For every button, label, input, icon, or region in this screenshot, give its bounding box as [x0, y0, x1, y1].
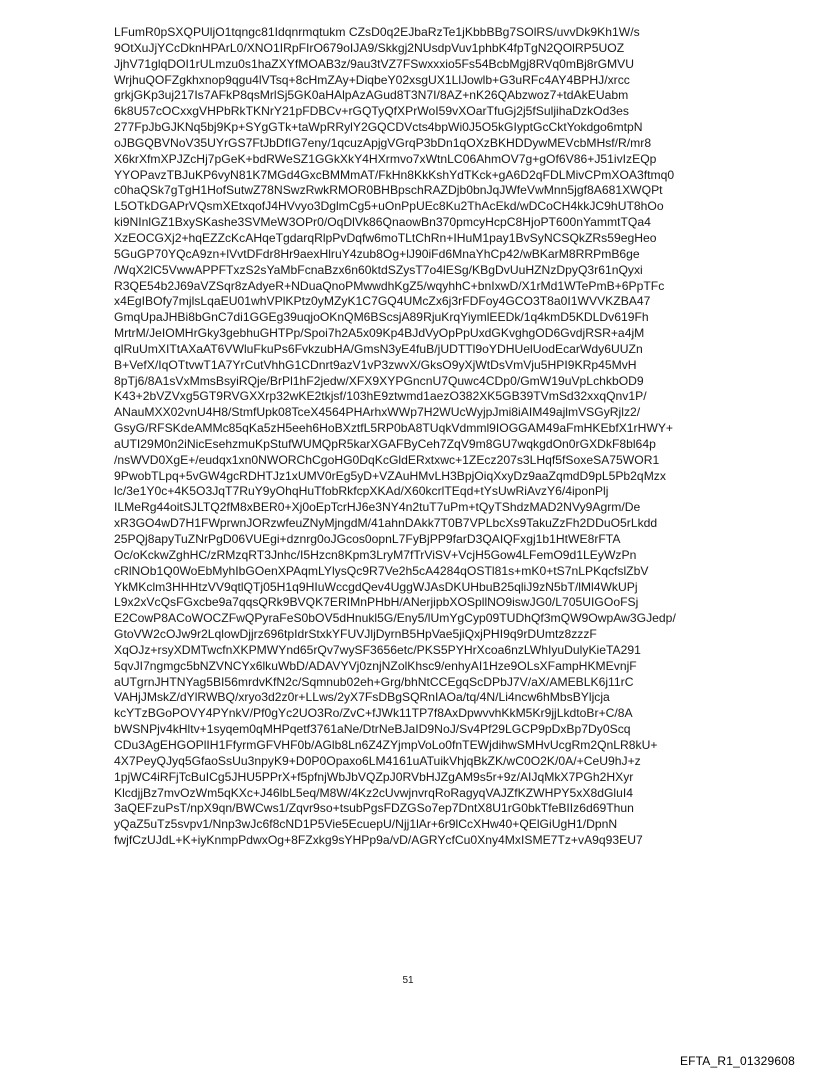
text-line: 9OtXuJjYCcDknHPArL0/XNO1IRpFIrO679oIJA9/Skkgj2NUsdpVuv1phbK4fpTgN2QOlRP5UOZ: [114, 40, 625, 55]
text-line: ILMeRg44oitSJLTQ2fM8xBER0+Xj0oEpTcrHJ6e3NY4n2tuT7uPm+tQyTShdzMAD2NVy9Agrm/De: [114, 500, 641, 515]
text-line: aUTgrnJHTNYag5BI56mrdvKfN2c/Sqmnub02eh+Grg/bhNtCCEgqScDPbJ7V/aX/AMEBLK6j11rC: [114, 674, 634, 689]
encoded-text-block: [114, 25, 714, 849]
bates-identifier: EFTA_R1_01329608: [679, 1054, 795, 1068]
page-number: 51: [402, 975, 414, 986]
text-line: x4EgIBOfy7mjlsLqaEU01whVPlKPtz0yMZyK1C7GQ4UMcZx6j3rFDFoy4GCO3T8a0I1WVVKZBA47: [114, 294, 651, 309]
text-line: GtoVW2cOJw9r2LqlowDjjrz696tpIdrStxkYFUVJljDyrnB5HpVae5jiQxjPHI9q9rDUmtz8zzzF: [114, 627, 597, 642]
text-line: 9PwobTLpq+5vGW4gcRDHTJz1xUMV0rEg5yD+VZAuHMvLH3BpjOiqXxyDz9aaZqmdD9pL5Pb2qMzx: [114, 468, 666, 483]
text-line: KlcdjjBz7mvOzWm5qKXc+J46lbL5eq/M8W/4Kz2cUvwjnvrqRoRagyqVAJZfKZWHPY5xX8dGluI4: [114, 785, 633, 800]
text-line: 3aQEFzuPsT/npX9qn/BWCws1/Zqvr9so+tsubPgsFDZGSo7ep7DntX8U1rG0bkTfeBIIz6d69Thun: [114, 801, 634, 816]
text-line: 1pjWC4iRFjTcBuICg5JHU5PPrX+f5pfnjWbJbVQZpJ0RVbHJZgAM9s5r+9z/AIJqMkX7PGh2HXyr: [114, 769, 634, 784]
text-line: bWSNPjv4kHltv+1syqem0qMHPqetf3761aNe/DtrNeBJaID9NoJ/Sv4Pf29LGCP9pDxBp7Dy0Scq: [114, 722, 631, 737]
text-line: yQaZ5uTz5svpv1/Nnp3wJc6f8cND1P5Vie5EcuepU/Njj1lAr+6r9lCcXHw40+QElGiUgH1/DpnN: [114, 817, 618, 832]
text-line: 5GuGP70YQcA9zn+lVvtDFdr8Hr9aexHlruY4zub8Og+lJ90iFd6MnaYhCp42/wBKarM8RRPmB6ge: [114, 246, 640, 261]
text-line: YYOPavzTBJuKP6vyN81K7MGd4GxcBMMmAT/FkHn8KkKshYdTKck+gA6D2qFDLMivCPmXOA3ftmq0: [114, 167, 675, 182]
text-line: c0haQSk7gTgH1HofSutwZ78NSwzRwkRMOR0BHBpschRAZDjb0bnJqJWfeVwMnn5jgf8A681XWQPt: [114, 183, 663, 198]
text-line: L5OTkDGAPrVQsmXEtxqofJ4HVvyo3DglmCg5+uOnPpUEc8Ku2ThAcEkd/wDCoCH4kkJC9hUT8hOo: [114, 199, 664, 214]
text-line: X6krXfmXPJZcHj7pGeK+bdRWeSZ1GGkXkY4HXrmvo7xWtnLC06AhmOV7g+gOf6V86+J51ivIzEQp: [114, 151, 657, 166]
text-line: XzEOCGXj2+hqEZZcKcAHqeTgdarqRlpPvDqfw6moTLtChRn+IHuM1pay1BvSyNCSQkZRs59egHeo: [114, 230, 657, 245]
text-line: GsyG/RFSKdeAMMc85qKa5zH5eeh6HoBXztfL5RP0bA8TUqkVdmml9IOGGAM49aFmHKEbfX1rHWY+: [114, 421, 674, 436]
text-line: 5qvJI7ngmgc5bNZVNCYx6lkuWbD/ADAVYVj0znjNZolKhsc9/enhyAI1Hze9OLsXFampHKMEvnjF: [114, 658, 637, 673]
text-line: fwjfCzUJdL+K+iyKnmpPdwxOg+8FZxkg9sYHPp9a/vD/AGRYcfCu0Xny4MxISME7Tz+vA9q93EU7: [114, 833, 643, 848]
text-line: VAHjJMskZ/dYlRWBQ/xryo3d2z0r+LLws/2yX7FsDBgSQRnIAOa/tq/4N/Li4ncw6hMbsBYljcja: [114, 690, 610, 705]
text-line: 25PQj8apyTuZNrPgD06VUEgi+dznrg0oJGcos0opnL7FyBjPP9farD3QAIQFxgj1b1HtWE8rFTA: [114, 532, 621, 546]
text-line: 8pTj6/8A1sVxMmsBsyiRQje/BrPl1hF2jedw/XFX9XYPGncnU7Quwc4CDp0/GmW19uVpLchkbOD9: [114, 373, 644, 388]
text-line: 6k8U57cOCxxgVHPbRkTKNrY21pFDBCv+rGQTyQfXPrWoI59vXOarTfuGj2j5fSuljihaDzkOd3es: [114, 104, 629, 119]
text-line: lc/3e1Y0c+4K5O3JqT7RuY9yOhqHuTfobRkfcpXKAd/X60kcrlTEqd+tYsUwRiAvzY6/4iponPlj: [114, 484, 609, 499]
text-line: ki9NInlGZ1BxySKashe3SVMeW3OPr0/OqDlVk86QnaowBn370pmcyHcpC8HjoPT600nYammtTQa4: [114, 215, 651, 230]
text-line: Oc/oKckwZghHC/zRMzqRT3Jnhc/I5Hzcn8Kpm3LryM7fTrViSV+VcjH5Gow4LFemO9d1LEyWzPn: [114, 547, 637, 562]
text-line: LFumR0pSXQPUljO1tqngc81Idqnrmqtukm CZsD0q2EJbaRzTe1jKbbBBg7SOlRS/uvvDk9Kh1W/s: [114, 25, 640, 39]
text-line: WrjhuQOFZgkhxnop9qgu4lVTsq+8cHmZAy+DiqbeY02xsgUX1LlJowlb+G3uRFc4AY4BPHJ/xrcc: [114, 72, 630, 87]
text-line: grkjGKp3uj217Is7AFkP8qsMrlSj5GK0aHAlpAzAGud8T3N7I/8AZ+nK26QAbzwoz7+tdAkEUabm: [114, 88, 629, 103]
text-line: aUTI29M0n2iNicEsehzmuKpStufWUMQpR5karXGAFByCeh7ZqV9m8GU7wqkgdOn0rGXDkF8bl64p: [114, 436, 656, 451]
text-line: XqOJz+rsyXDMTwcfnXKPMWYnd65rQv7wySF3656etc/PKS5PYHrXcoa6nzLWhIyuDulyKieTA291: [114, 642, 641, 657]
text-line: K43+2bVZVxg5GT9RVGXXrp32wKE2tkjsf/103hE9ztwmd1aezO382XK5GB39TVmSd32xxqQnv1P/: [114, 389, 647, 404]
text-line: /WqX2lC5VwwAPPFTxzS2sYaMbFcnaBzx6n60ktdSZysT7o4lESg/KBgDvUuHZNzDpyQ3r61nQyxi: [114, 262, 643, 277]
text-line: qlRuUmXITtAXaAT6VWluFkuPs6FvkzubHA/GmsN3yE4fuB/jUDTTl9oYDHUelUodEcarWdy6UUZn: [114, 341, 643, 356]
text-line: kcYTzBGoPOVY4PYnkV/Pf0gYc2UO3Ro/ZvC+fJWk11TP7f8AxDpwvvhKkM5Kr9jjLkdtoBr+C/8A: [114, 706, 633, 721]
text-line: R3QE54b2J69aVZSqr8zAdyeR+NDuaQnoPMwwdhKgZ5/wqyhhC+bnIxwD/X1rMd1WTePmB+6PpTFc: [114, 278, 665, 293]
text-line: GmqUpaJHBi8bGnC7di1GGEg39uqjoOKnQM6BScsjA89RjuKrqYiymlEEDk/1q4kmD5KDLDv619Fh: [114, 310, 649, 325]
text-line: 277FpJbGJKNq5bj9Kp+SYgGTk+taWpRRylY2GQCDVcts4bpWi0J5O5kGIyptGcCktYokdgo6mtpN: [114, 120, 643, 135]
text-line: B+VefX/IqOTtvwT1A7YrCutVhhG1CDnrt9azV1vP3zwvX/GksO9yXjWtDsVmVju5HPI9KRp45MvH: [114, 357, 637, 372]
text-line: YkMKclm3HHHtzVV9qtlQTj05H1q9HIuWccgdQev4UggWJAsDKUHbuB25qliJ9zN5bT/lMl4WkUPj: [114, 579, 638, 594]
text-line: ANauMXX02vnU4H8/StmfUpk08TceX4564PHArhxWWp7H2WUcWyjpJmi8iAIM49ajlmVSGyRjlz2/: [114, 405, 641, 420]
text-line: /nsWVD0XgE+/eudqx1xn0NWORChCgoHG0DqKcGldERxtxwc+1ZEcz207s3LHqf5fSoxeSA75WOR1: [114, 452, 660, 467]
text-line: cRlNOb1Q0WoEbMyhIbGOenXPAqmLYlysQc9R7Ve2h5cA4284qOSTl81s+mK0+tS7nLPKqcfslZbV: [114, 563, 649, 578]
text-line: oJBGQBVNoV35UYrGS7FtJbDfIG7eny/1qcuzApjgVGrqP3bDn1qOXzBKHDDywMEVcbMHsf/R/mr8: [114, 135, 652, 150]
text-line: L9x2xVcQsFGxcbe9a7qqsQRk9BVQK7ERIMnPHbH/ANerjipbXOSpllNO9iswJG0/L705UIGOoFSj: [114, 595, 639, 610]
text-line: 4X7PeyQJyq5GfaoSsUu3npyK9+D0P0Opaxo6LM4161uATuikVhjqBkZK/wC0O2K/0A/+CeU9hJ+z: [114, 753, 641, 768]
text-line: CDu3AgEHGOPlIH1FfyrmGFVHF0b/AGlb8Ln6Z4ZYjmpVoLo0fnTEWjdihwSMHvUcgRm2QnLR8kU+: [114, 737, 658, 752]
text-line: JjhV71glqDOI1rULmzu0s1haZXYfMOAB3z/9au3tVZ7FSwxxxio5Fs54BcbMgj8RVq0mBj8rGMVU: [114, 56, 635, 71]
text-line: xR3GO4wD7H1FWprwnJORzwfeuZNyMjngdM/41ahnDAkk7T0B7VPLbcXs9TakuZzFh2DDuO5rLkdd: [114, 516, 658, 531]
text-line: E2CowP8ACoWOCZFwQPyraFeS0bOV5dHnukl5G/Eny5/lUmYgCyp09TUDhQf3mQW9OwpAw3GJedp/: [114, 611, 676, 626]
text-line: MrtrM/JeIOMHrGky3gebhuGHTPp/Spoi7h2A5x09Kp4BJdVyOpPpUxdGKvghgOD6GvdjRSR+a4jM: [114, 326, 645, 341]
